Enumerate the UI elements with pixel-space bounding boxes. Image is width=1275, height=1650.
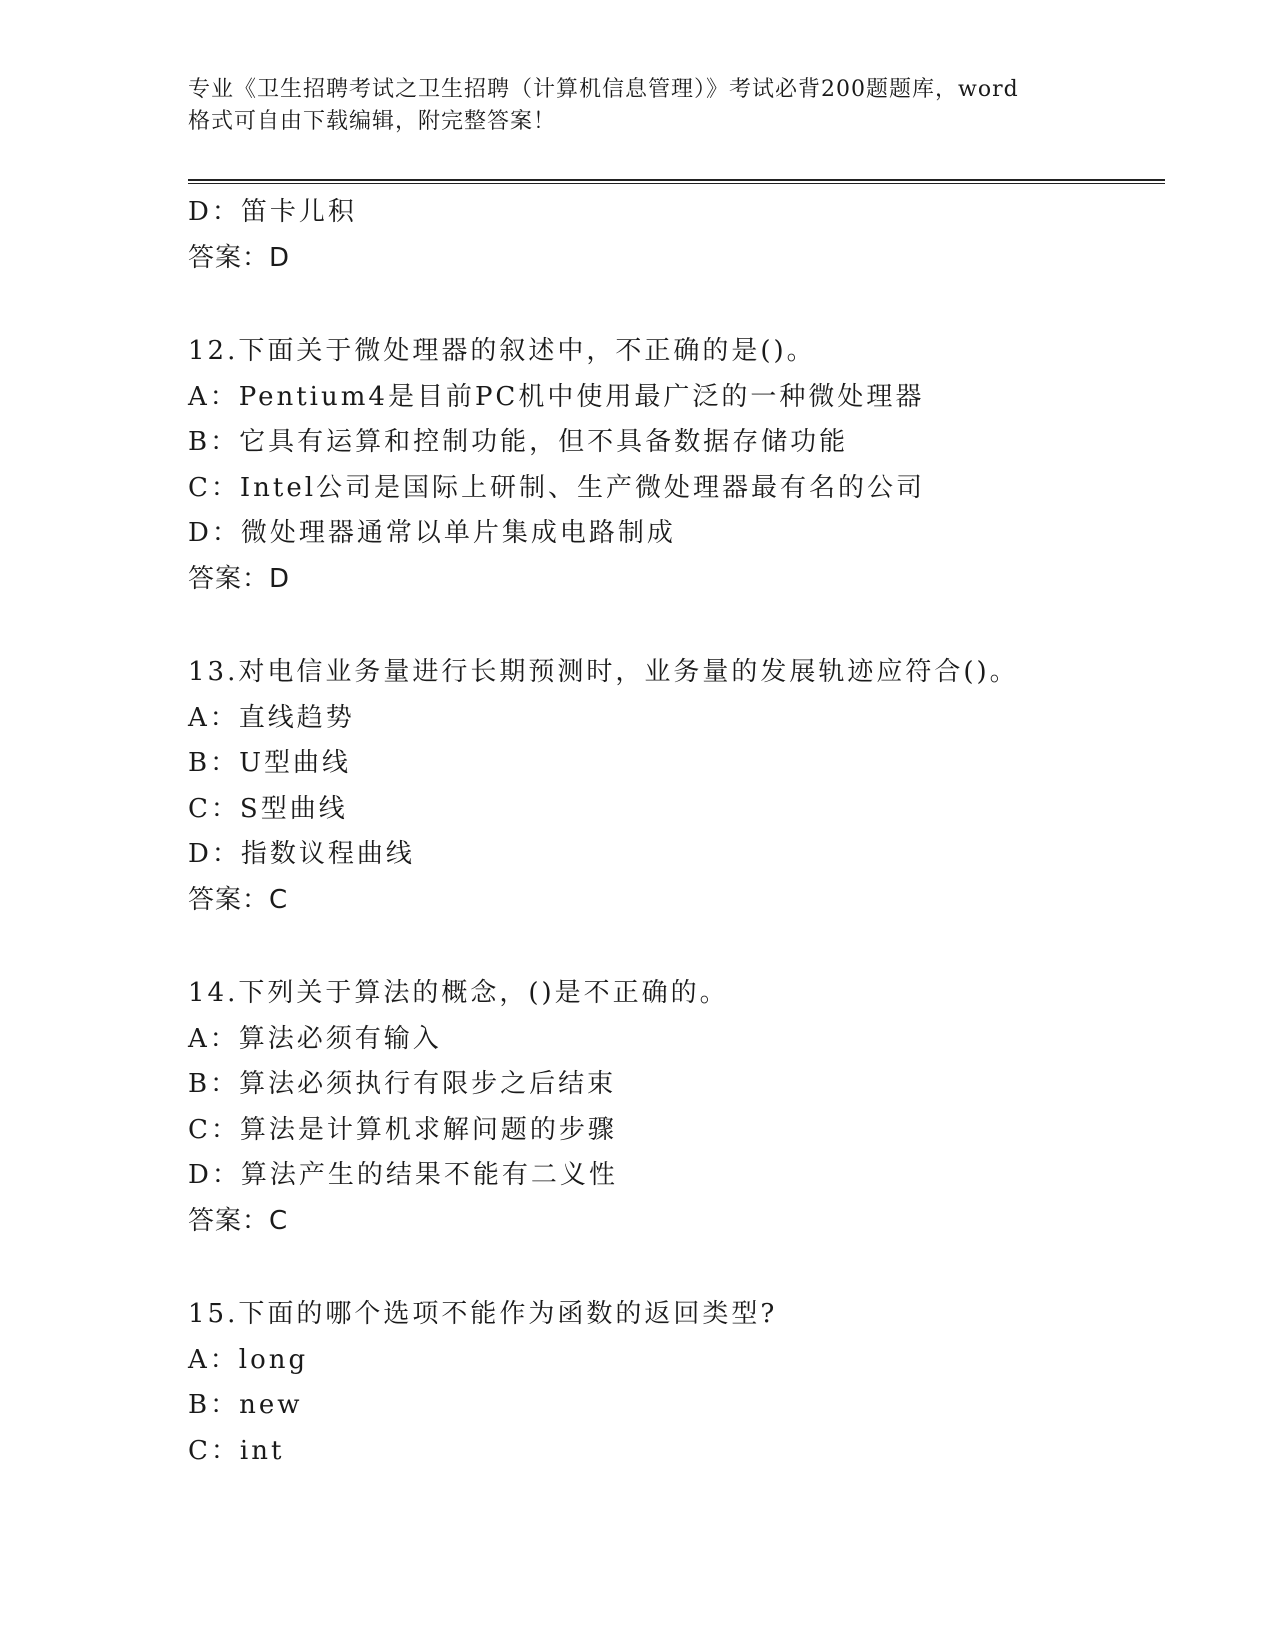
option-d: D：微处理器通常以单片集成电路制成 xyxy=(188,518,676,548)
option-c: C：int xyxy=(188,1435,285,1466)
question-11-tail xyxy=(188,190,1168,281)
spacer xyxy=(188,923,1168,971)
spacer xyxy=(188,602,1168,650)
option-d: D：算法产生的结果不能有二义性 xyxy=(188,1160,618,1190)
option-c: C：算法是计算机求解问题的步骤 xyxy=(188,1114,617,1145)
option-d: D：笛卡儿积 xyxy=(188,197,357,227)
option-b: B：算法必须执行有限步之后结束 xyxy=(188,1069,617,1099)
option-c: C：Intel公司是国际上研制、生产微处理器最有名的公司 xyxy=(188,472,926,503)
question-stem: 15.下面的哪个选项不能作为函数的返回类型? xyxy=(188,1299,778,1329)
answer-line: 答案：C xyxy=(188,884,289,915)
answer-line: 答案：C xyxy=(188,1205,289,1236)
option-b: B：new xyxy=(188,1390,303,1420)
option-a: A：算法必须有输入 xyxy=(188,1023,442,1054)
option-b: B：U型曲线 xyxy=(188,748,352,778)
question-list xyxy=(188,190,1168,1474)
option-c: C：S型曲线 xyxy=(188,793,348,824)
option-a: A：Pentium4是目前PC机中使用最广泛的一种微处理器 xyxy=(188,381,925,412)
question-stem: 13.对电信业务量进行长期预测时，业务量的发展轨迹应符合()。 xyxy=(188,657,1019,687)
document-header xyxy=(188,74,1088,138)
answer-line: 答案：D xyxy=(188,563,291,594)
question-14 xyxy=(188,971,1168,1244)
question-15 xyxy=(188,1292,1168,1474)
question-12 xyxy=(188,329,1168,602)
header-title-line-2: 格式可自由下载编辑，附完整答案！ xyxy=(188,109,557,134)
header-divider-thin xyxy=(188,183,1165,184)
question-stem: 12.下面关于微处理器的叙述中，不正确的是()。 xyxy=(188,336,816,366)
header-title-line-1: 专业《卫生招聘考试之卫生招聘（计算机信息管理）》考试必背200题题库，word xyxy=(188,77,1019,102)
spacer xyxy=(188,1244,1168,1292)
option-a: A：long xyxy=(188,1344,309,1375)
question-13 xyxy=(188,650,1168,923)
option-b: B：它具有运算和控制功能，但不具备数据存储功能 xyxy=(188,427,849,457)
answer-line: 答案：D xyxy=(188,242,291,273)
option-a: A：直线趋势 xyxy=(188,702,355,733)
header-divider-thick xyxy=(188,179,1165,181)
question-stem: 14.下列关于算法的概念，()是不正确的。 xyxy=(188,978,729,1008)
spacer xyxy=(188,281,1168,329)
option-d: D：指数议程曲线 xyxy=(188,839,415,869)
